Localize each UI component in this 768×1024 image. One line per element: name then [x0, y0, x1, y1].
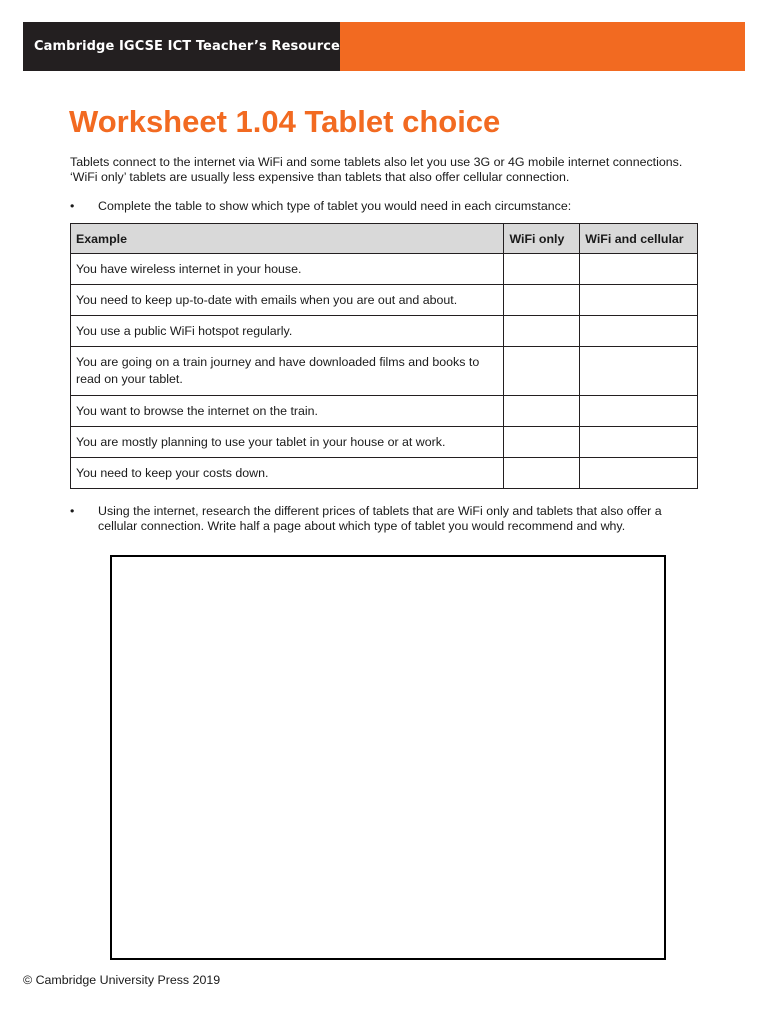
example-cell: You need to keep your costs down. [71, 458, 504, 489]
wifi-cellular-answer-cell[interactable] [580, 396, 698, 427]
instruction-text-1: Complete the table to show which type of tablet you would need in each circumstance: [98, 199, 572, 213]
wifi-cellular-answer-cell[interactable] [580, 347, 698, 396]
wifi-cellular-answer-cell[interactable] [580, 458, 698, 489]
intro-paragraph: Tablets connect to the internet via WiFi and some tablets also let you use 3G or 4G mobile internet connections. ‘WiFi only’ tablets are usually less expensive than tablets that also offer cellular connection. [70, 155, 683, 184]
worksheet-title: Worksheet 1.04 Tablet choice [69, 104, 501, 139]
wifi-only-answer-cell[interactable] [504, 316, 580, 347]
table-row [71, 254, 698, 285]
wifi-cellular-answer-cell[interactable] [580, 285, 698, 316]
instruction-bullet-1 [70, 199, 700, 214]
copyright-footer: © Cambridge University Press 2019 [23, 973, 221, 987]
table-row [71, 458, 698, 489]
header-wifi-only: WiFi only [504, 224, 580, 254]
table-header-row [71, 224, 698, 254]
header-title: Cambridge IGCSE ICT Teacher’s Resource [34, 39, 340, 54]
table-row [71, 347, 698, 396]
header-example: Example [71, 224, 504, 254]
wifi-only-answer-cell[interactable] [504, 427, 580, 458]
example-cell: You have wireless internet in your house. [71, 254, 504, 285]
instruction-text-2: Using the internet, research the different prices of tablets that are WiFi only and tablets that also offer a cellular connection. Write half a page about which type of tablet you would recommend and why. [98, 504, 662, 533]
example-cell: You are going on a train journey and have downloaded films and books to read on your tablet. [71, 347, 504, 396]
example-cell: You use a public WiFi hotspot regularly. [71, 316, 504, 347]
wifi-only-answer-cell[interactable] [504, 254, 580, 285]
example-cell: You want to browse the internet on the train. [71, 396, 504, 427]
header-accent-block [340, 22, 745, 71]
wifi-only-answer-cell[interactable] [504, 396, 580, 427]
wifi-only-answer-cell[interactable] [504, 347, 580, 396]
header-bar [23, 22, 745, 71]
instruction-bullet-2 [70, 504, 700, 534]
bullet-icon: • [70, 504, 75, 518]
example-cell: You need to keep up-to-date with emails when you are out and about. [71, 285, 504, 316]
wifi-cellular-answer-cell[interactable] [580, 427, 698, 458]
table-row [71, 316, 698, 347]
tablet-choice-table [70, 223, 698, 489]
answer-writing-box[interactable] [110, 555, 666, 960]
table-row [71, 396, 698, 427]
wifi-cellular-answer-cell[interactable] [580, 316, 698, 347]
wifi-only-answer-cell[interactable] [504, 285, 580, 316]
bullet-icon: • [70, 199, 75, 213]
header-title-block [23, 22, 340, 71]
example-cell: You are mostly planning to use your tablet in your house or at work. [71, 427, 504, 458]
header-wifi-cellular: WiFi and cellular [580, 224, 698, 254]
table-row [71, 427, 698, 458]
wifi-only-answer-cell[interactable] [504, 458, 580, 489]
wifi-cellular-answer-cell[interactable] [580, 254, 698, 285]
table-row [71, 285, 698, 316]
